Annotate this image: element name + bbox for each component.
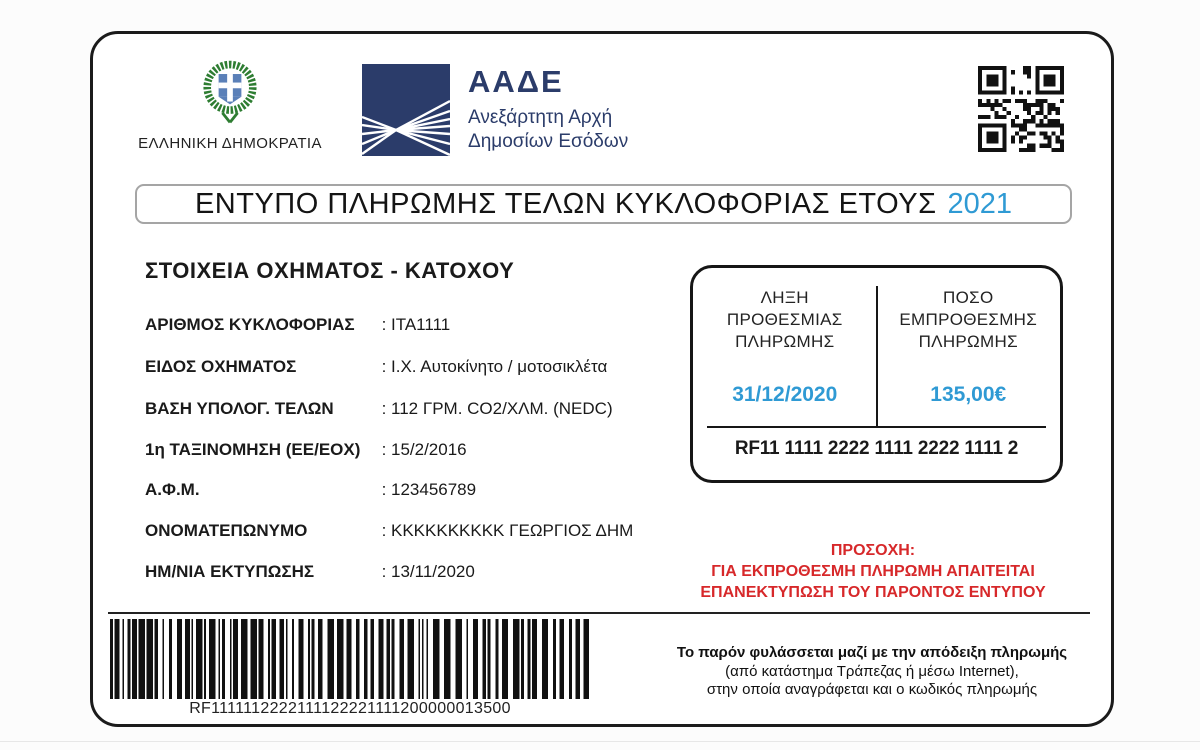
field-colon: :	[381, 399, 387, 418]
amount-header-line: ΠΟΣΟ	[943, 288, 994, 307]
aade-subtitle-line1: Ανεξάρτητη Αρχή	[468, 107, 613, 128]
field-value: 123456789	[391, 480, 477, 499]
form-title: ΕΝΤΥΠΟ ΠΛΗΡΩΜΗΣ ΤΕΛΩΝ ΚΥΚΛΟΦΟΡΙΑΣ ΕΤΟΥΣ	[194, 187, 937, 220]
deadline-header-line: ΛΗΞΗ	[760, 288, 809, 307]
barcode	[110, 619, 590, 699]
warning-line: ΕΠΑΝΕΚΤΥΠΩΣΗ ΤΟΥ ΠΑΡΟΝΤΟΣ ΕΝΤΥΠΟΥ	[700, 584, 1046, 601]
deadline-header	[693, 287, 877, 353]
payment-box	[690, 265, 1063, 483]
hellenic-republic-block	[130, 56, 330, 152]
keep-receipt-note	[652, 644, 1092, 700]
field-colon: :	[381, 357, 387, 376]
rf-payment-code: RF11 1111 2222 1111 2222 1111 2	[734, 438, 1019, 459]
field-label: ΟΝΟΜΑΤΕΠΩΝΥΜΟ	[145, 521, 308, 540]
field-row-print-date	[145, 562, 685, 582]
field-row-vehicle-type	[145, 357, 685, 377]
form-title-year: 2021	[947, 187, 1013, 220]
amount-header-line: ΠΛΗΡΩΜΗΣ	[918, 332, 1018, 351]
note-line: Το παρόν φυλάσσεται μαζί με την απόδειξη πληρωμής	[676, 644, 1068, 661]
field-row-tax-basis	[145, 399, 685, 419]
page-bottom-rule	[0, 741, 1200, 742]
field-label: ΕΙΔΟΣ ΟΧΗΜΑΤΟΣ	[145, 357, 297, 376]
aade-wordmark	[468, 64, 628, 154]
field-colon: :	[381, 521, 387, 540]
field-row-owner-name	[145, 521, 685, 541]
payment-box-horizontal-divider	[707, 426, 1046, 428]
field-label: 1η ΤΑΞΙΝΟΜΗΣΗ (ΕΕ/ΕΟΧ)	[145, 440, 361, 459]
field-colon: :	[381, 562, 387, 581]
hellenic-republic-label: ΕΛΛΗΝΙΚΗ ΔΗΜΟΚΡΑΤΙΑ	[138, 135, 322, 152]
field-value: 15/2/2016	[391, 440, 467, 459]
field-value: ΙΤΑ1111	[391, 315, 451, 334]
amount-header	[877, 287, 1061, 353]
field-colon: :	[381, 440, 387, 459]
amount-header-line: ΕΜΠΡΟΘΕΣΜΗΣ	[899, 310, 1038, 329]
aade-logo-icon	[362, 64, 450, 156]
bottom-separator-line	[108, 612, 1090, 614]
field-label: ΒΑΣΗ ΥΠΟΛΟΓ. ΤΕΛΩΝ	[145, 399, 334, 418]
amount-value: 135,00€	[930, 383, 1007, 406]
qr-code	[970, 58, 1072, 160]
field-colon: :	[381, 315, 387, 334]
deadline-header-line: ΠΡΟΘΕΣΜΙΑΣ	[726, 310, 843, 329]
note-line: (από κατάστημα Τράπεζας ή μέσω Internet),	[725, 662, 1019, 680]
field-colon: :	[381, 480, 387, 499]
field-value: 13/11/2020	[391, 562, 475, 581]
aade-acronym: ΑΑΔΕ	[468, 64, 564, 99]
field-value: 112 ΓΡΜ. CO2/ΧΛΜ. (NEDC)	[391, 399, 613, 418]
deadline-value: 31/12/2020	[732, 383, 838, 406]
field-row-first-registration	[145, 440, 685, 460]
field-row-afm	[145, 480, 685, 500]
field-row-registration-number	[145, 315, 685, 335]
aade-subtitle-line2: Δημοσίων Εσόδων	[468, 131, 629, 152]
field-label: ΗΜ/ΝΙΑ ΕΚΤΥΠΩΣΗΣ	[145, 562, 315, 581]
late-payment-warning	[653, 540, 1093, 603]
hellenic-republic-emblem-icon	[130, 56, 330, 130]
tax-form-card	[90, 31, 1114, 727]
note-line: στην οποία αναγράφεται και ο κωδικός πληρωμής	[706, 681, 1038, 698]
vehicle-section-heading: ΣΤΟΙΧΕΙΑ ΟΧΗΜΑΤΟΣ - ΚΑΤΟΧΟΥ	[145, 258, 515, 283]
field-value: ΚΚΚΚΚΚΚΚΚΚ ΓΕΩΡΓΙΟΣ ΔΗΜ	[391, 521, 634, 540]
form-title-box	[135, 184, 1072, 224]
barcode-number: RF1111112222111122221111200000013500	[189, 700, 511, 717]
deadline-header-line: ΠΛΗΡΩΜΗΣ	[735, 332, 835, 351]
warning-line: ΠΡΟΣΟΧΗ:	[830, 542, 916, 559]
field-label: ΑΡΙΘΜΟΣ ΚΥΚΛΟΦΟΡΙΑΣ	[145, 315, 355, 334]
warning-line: ΓΙΑ ΕΚΠΡΟΘΕΣΜΗ ΠΛΗΡΩΜΗ ΑΠΑΙΤΕΙΤΑΙ	[711, 563, 1035, 580]
field-label: Α.Φ.Μ.	[145, 480, 200, 499]
field-value: Ι.Χ. Αυτοκίνητο / μοτοσικλέτα	[391, 357, 608, 376]
